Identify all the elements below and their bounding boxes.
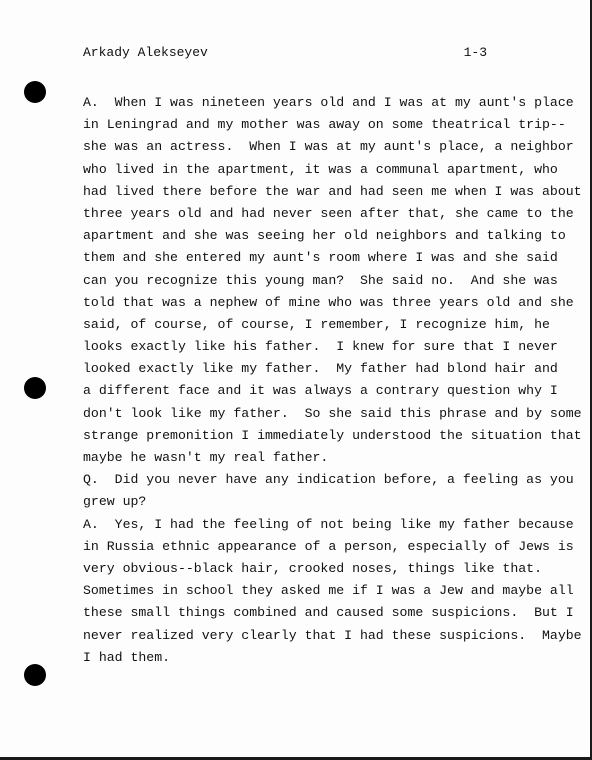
text-line: a different face and it was always a contrary question why I	[83, 383, 558, 399]
text-line: Q. Did you never have any indication before, a feeling as you	[83, 472, 574, 488]
text-line: had lived there before the war and had seen me when I was about	[83, 183, 582, 199]
text-line: in Leningrad and my mother was away on some theatrical trip--	[83, 117, 566, 133]
text-line: she was an actress. When I was at my aunt's place, a neighbor	[83, 139, 574, 155]
text-line: who lived in the apartment, it was a communal apartment, who	[83, 161, 558, 177]
text-line: A. Yes, I had the feeling of not being like my father because	[83, 516, 574, 532]
text-line: A. When I was nineteen years old and I was at my aunt's place	[83, 95, 574, 110]
text-line: maybe he wasn't my real father.	[83, 450, 329, 465]
text-line: them and she entered my aunt's room where I was and she said	[83, 250, 558, 266]
text-line: apartment and she was seeing her old neighbors and talking to	[83, 228, 566, 244]
text-line: these small things combined and caused some suspicions. But I	[83, 605, 574, 621]
text-line: grew up?	[83, 494, 147, 510]
punch-hole-bottom	[24, 664, 46, 686]
transcript-body	[83, 92, 582, 669]
text-line: don't look like my father. So she said this phrase and by some	[83, 405, 582, 421]
text-line: told that was a nephew of mine who was three years old and she	[83, 294, 574, 310]
text-line: I had them.	[83, 649, 171, 665]
text-line: Sometimes in school they asked me if I was a Jew and maybe all	[83, 583, 574, 599]
text-line: can you recognize this young man? She said no. And she was	[83, 272, 558, 288]
text-line: three years old and had never seen after that, she came to the	[83, 205, 574, 221]
text-line: very obvious--black hair, crooked noses, things like that.	[83, 560, 542, 576]
header-page-number: 1-3	[463, 45, 487, 60]
punch-hole-top	[24, 81, 46, 103]
header-name: Arkady Alekseyev	[83, 45, 208, 60]
text-line: said, of course, of course, I remember, I recognize him, he	[83, 316, 550, 332]
text-line: in Russia ethnic appearance of a person, especially of Jews is	[83, 538, 574, 554]
text-line: looked exactly like my father. My father had blond hair and	[83, 361, 558, 377]
text-line: looks exactly like his father. I knew for sure that I never	[83, 339, 558, 355]
text-line: strange premonition I immediately understood the situation that	[83, 427, 582, 443]
punch-hole-middle	[24, 377, 46, 399]
page-header	[83, 45, 487, 60]
text-line: never realized very clearly that I had these suspicions. Maybe	[83, 627, 582, 643]
